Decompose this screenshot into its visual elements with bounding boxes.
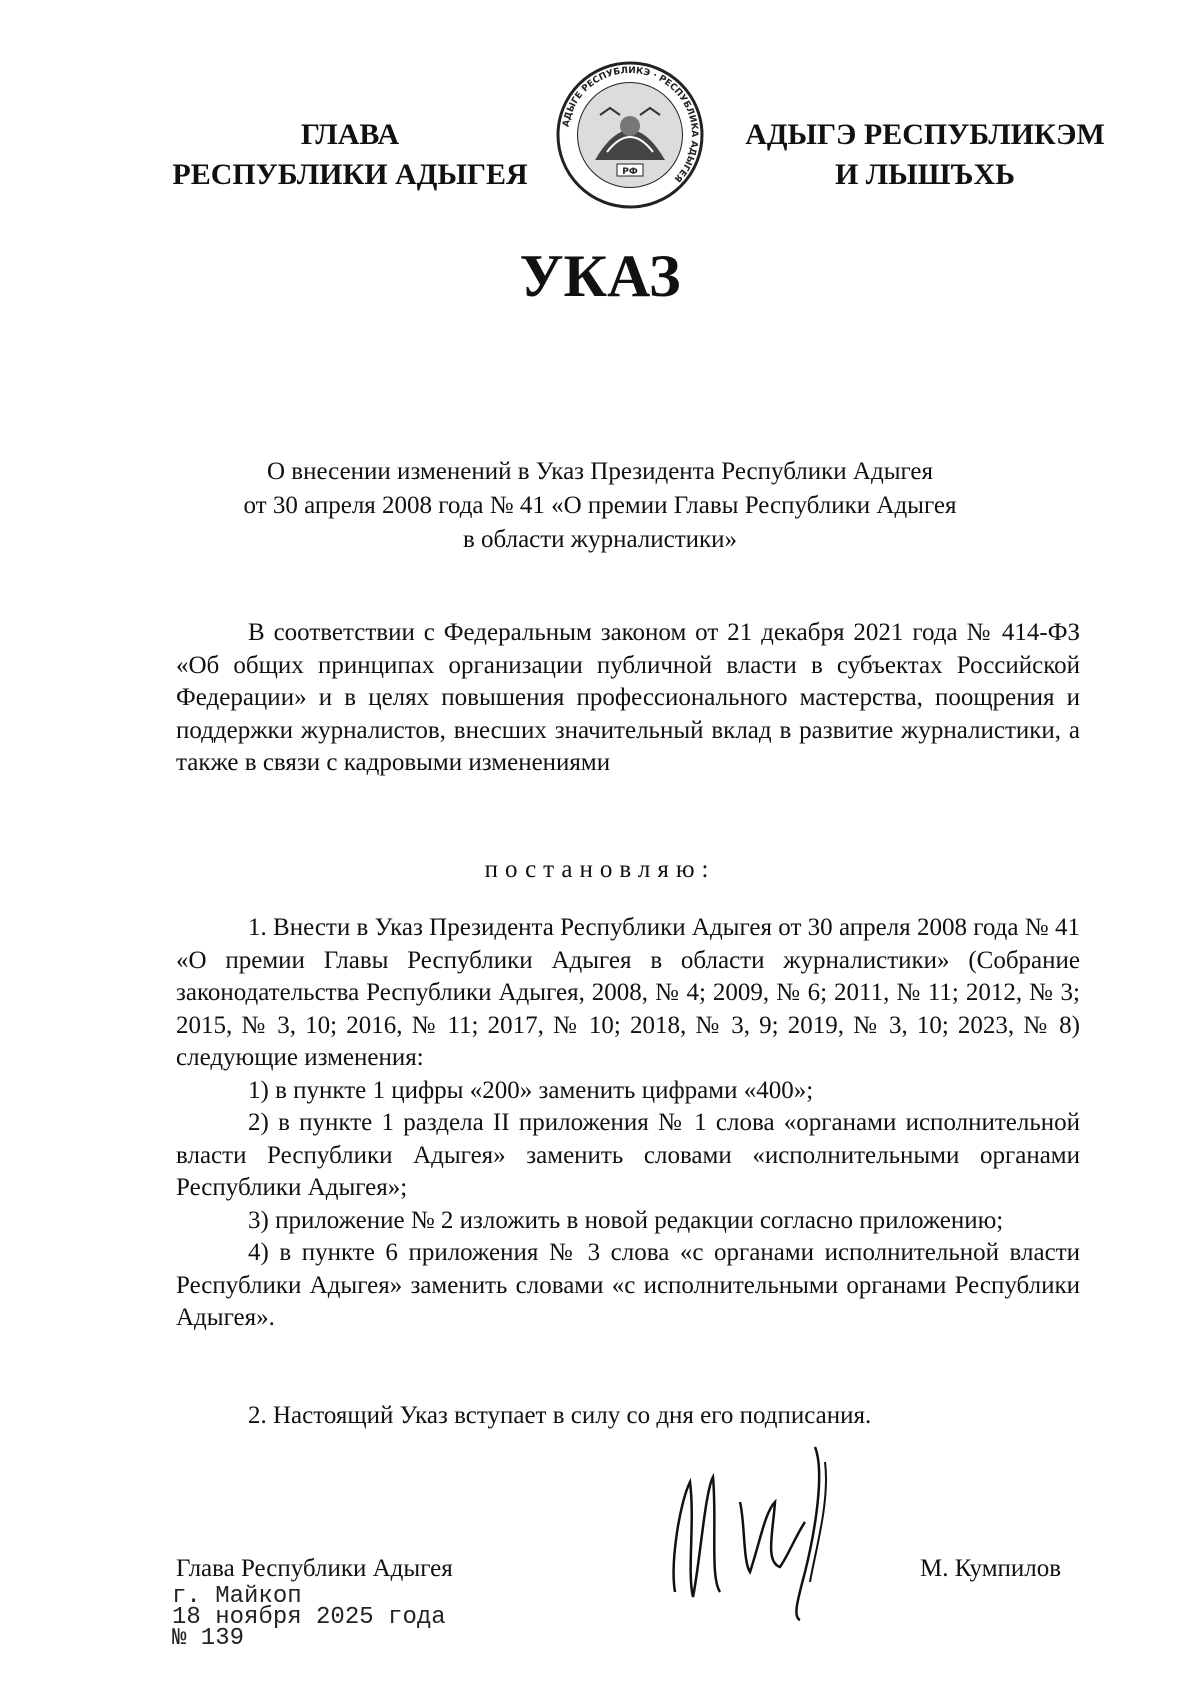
item-1-sub-2: 2) в пункте 1 раздела II приложения № 1 слова «органами исполнительной власти Республики Адыгея» заменить словами «исполнительными органами Республики Адыгея»; xyxy=(176,1109,1080,1201)
document-type: УКАЗ xyxy=(519,243,681,309)
item-1-text: 1. Внести в Указ Президента Республики Адыгея от 30 апреля 2008 года № 41 «О премии Главы Республики Адыгея в области журналистики» (Собрание законодательства Республики Адыгея, 2008, № 4; 2009, № 6; 2011, № 11; 2012, № 3; 2015, № 3, 10; 2016, № 11; 2017, № 10; 2018, № 3, 9; 2019, № 3, 10; 2023, № 8) следующие изменения: xyxy=(176,914,1080,1071)
emblem-inscription: АДЫГЕ РЕСПУБЛИКЭ · РЕСПУБЛИКА АДЫГЕЯ xyxy=(561,65,700,184)
signatory-name: М. Кумпилов xyxy=(920,1555,1062,1582)
header-left-line2: РЕСПУБЛИКИ АДЫГЕЯ xyxy=(172,158,528,191)
header-right-line1: АДЫГЭ РЕСПУБЛИКЭМ xyxy=(745,118,1105,151)
decree-number: № 139 xyxy=(172,1625,245,1652)
title-line3: в области журналистики» xyxy=(462,526,738,553)
item-1-sub-1: 1) в пункте 1 цифры «200» заменить цифрами «400»; xyxy=(248,1076,814,1104)
title-line1: О внесении изменений в Указ Президента Республики Адыгея xyxy=(266,458,934,485)
issue-date: 18 ноября 2025 года xyxy=(172,1604,446,1631)
preamble-paragraph: В соответствии с Федеральным законом от 21 декабря 2021 года № 414-ФЗ «Об общих принципах организации публичной власти в субъектах Российской Федерации» и в целях повышения профессионального мастерства, поощрения и поддержки журналистов, внесших значительный вклад в развитие журналистики, а также в связи с кадровыми изменениями xyxy=(176,619,1080,776)
item-2: 2. Настоящий Указ вступает в силу со дня его подписания. xyxy=(248,1402,872,1429)
item-1 xyxy=(176,912,1080,1335)
resolve-word: постановляю: xyxy=(484,856,716,883)
header-right xyxy=(735,115,1115,195)
item-1-sub-3: 3) приложение № 2 изложить в новой редакции согласно приложению; xyxy=(248,1206,1004,1234)
signature-icon xyxy=(665,1442,865,1622)
coat-of-arms-icon xyxy=(555,60,705,210)
item-1-sub-4: 4) в пункте 6 приложения № 3 слова «с органами исполнительной власти Республики Адыгея» заменить словами «с исполнительными органами Республики Адыгея». xyxy=(176,1239,1080,1331)
emblem-bottom-text: РФ xyxy=(622,167,638,177)
header-right-line2: И ЛЫШЪХЬ xyxy=(834,158,1016,191)
header-left-line1: ГЛАВА xyxy=(300,118,400,151)
issue-city: г. Майкоп xyxy=(172,1583,302,1610)
signatory-title: Глава Республики Адыгея xyxy=(176,1555,453,1582)
header-left xyxy=(160,115,540,195)
title-line2: от 30 апреля 2008 года № 41 «О премии Главы Республики Адыгея xyxy=(243,492,957,519)
document-title xyxy=(200,455,1000,557)
